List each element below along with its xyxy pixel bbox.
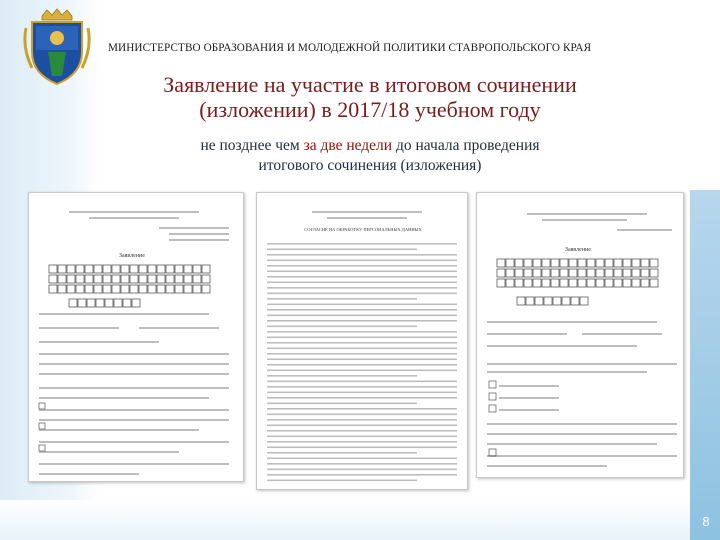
text-line bbox=[267, 403, 417, 405]
form-cell bbox=[562, 297, 570, 305]
form-cell bbox=[67, 265, 75, 273]
form-cell bbox=[569, 279, 577, 287]
doc3-label: Заявление bbox=[565, 247, 591, 253]
text-line bbox=[267, 386, 457, 388]
form-cell bbox=[148, 285, 156, 293]
form-cell bbox=[87, 299, 95, 307]
form-cell bbox=[542, 269, 550, 277]
form-cell bbox=[544, 297, 552, 305]
form-cell bbox=[76, 285, 84, 293]
form-cell bbox=[193, 265, 201, 273]
form-cell bbox=[130, 265, 138, 273]
text-line bbox=[267, 331, 457, 333]
text-line bbox=[267, 408, 457, 410]
form-cell bbox=[587, 279, 595, 287]
bottom-decorative-band bbox=[0, 500, 720, 540]
form-cell bbox=[650, 269, 658, 277]
right-accent-bar bbox=[690, 190, 720, 540]
form-cell bbox=[105, 299, 113, 307]
form-cell bbox=[157, 275, 165, 283]
form-cell bbox=[193, 275, 201, 283]
form-cell bbox=[130, 285, 138, 293]
form-cell bbox=[560, 259, 568, 267]
form-cell bbox=[526, 297, 534, 305]
doc1-label: Заявление bbox=[119, 253, 145, 259]
form-cell bbox=[650, 259, 658, 267]
slide-title-line1: Заявление на участие в итоговом сочинении bbox=[163, 72, 577, 97]
form-cell bbox=[533, 259, 541, 267]
form-cell bbox=[132, 299, 140, 307]
form-cell bbox=[506, 259, 514, 267]
form-cell bbox=[641, 259, 649, 267]
form-cell bbox=[202, 275, 210, 283]
text-line bbox=[267, 326, 417, 328]
text-line bbox=[267, 254, 457, 256]
text-line bbox=[267, 293, 457, 295]
form-cell bbox=[76, 275, 84, 283]
text-line bbox=[267, 271, 457, 273]
text-line bbox=[267, 425, 457, 427]
form-cell bbox=[542, 259, 550, 267]
form-cell bbox=[650, 279, 658, 287]
form-cell bbox=[139, 285, 147, 293]
form-cell bbox=[623, 269, 631, 277]
form-cell bbox=[569, 269, 577, 277]
form-cell bbox=[175, 285, 183, 293]
application-form-sketch bbox=[29, 193, 244, 482]
form-cell bbox=[94, 275, 102, 283]
form-cell bbox=[123, 299, 131, 307]
text-line bbox=[267, 249, 417, 251]
ministry-name: МИНИСТЕРСТВО ОБРАЗОВАНИЯ И МОЛОДЕЖНОЙ ПОЛИТИКИ СТАВРОПОЛЬСКОГО КРАЯ bbox=[108, 42, 592, 54]
form-cell bbox=[103, 285, 111, 293]
form-cell bbox=[103, 265, 111, 273]
text-line bbox=[267, 342, 457, 344]
form-cell bbox=[524, 269, 532, 277]
form-cell bbox=[69, 299, 77, 307]
form-cell bbox=[614, 279, 622, 287]
text-line bbox=[267, 370, 457, 372]
form-cell bbox=[67, 285, 75, 293]
form-cell bbox=[103, 275, 111, 283]
form-cell bbox=[632, 269, 640, 277]
form-cell bbox=[112, 265, 120, 273]
subtitle-line2: итогового сочинения (изложения) bbox=[258, 157, 482, 174]
text-line bbox=[267, 315, 457, 317]
text-line bbox=[267, 265, 457, 267]
text-line bbox=[267, 282, 457, 284]
form-cell bbox=[605, 259, 613, 267]
form-cell bbox=[85, 265, 93, 273]
form-cell bbox=[175, 265, 183, 273]
form-cell bbox=[96, 299, 104, 307]
form-cell bbox=[614, 269, 622, 277]
form-cell bbox=[571, 297, 579, 305]
form-cell bbox=[533, 269, 541, 277]
text-line bbox=[267, 364, 457, 366]
text-line bbox=[267, 430, 457, 432]
doc2-label: СОГЛАСИЕ НА ОБРАБОТКУ ПЕРСОНАЛЬНЫХ ДАННЫХ bbox=[304, 227, 422, 232]
form-cell bbox=[166, 285, 174, 293]
form-cell bbox=[587, 269, 595, 277]
form-cell bbox=[193, 285, 201, 293]
form-cell bbox=[121, 285, 129, 293]
form-cell bbox=[148, 265, 156, 273]
form-cell bbox=[139, 265, 147, 273]
form-cell bbox=[533, 279, 541, 287]
form-cell bbox=[517, 297, 525, 305]
text-line bbox=[267, 375, 417, 377]
text-line bbox=[267, 298, 417, 300]
form-cell bbox=[157, 285, 165, 293]
text-line bbox=[267, 359, 457, 361]
text-line bbox=[267, 419, 457, 421]
text-line bbox=[267, 463, 457, 465]
text-line bbox=[267, 353, 457, 355]
subtitle-line1 bbox=[110, 136, 630, 156]
form-cell bbox=[184, 265, 192, 273]
text-line bbox=[267, 348, 457, 350]
form-cell bbox=[578, 279, 586, 287]
text-line bbox=[267, 304, 457, 306]
form-cell bbox=[67, 275, 75, 283]
form-cell bbox=[202, 265, 210, 273]
form-cell bbox=[596, 279, 604, 287]
page-number: 8 bbox=[702, 514, 710, 529]
form-cell bbox=[578, 259, 586, 267]
form-cell bbox=[580, 297, 588, 305]
text-line bbox=[267, 260, 457, 262]
form-cell bbox=[184, 285, 192, 293]
slide-title-line2: (изложении) в 2017/18 учебном году bbox=[199, 97, 541, 122]
form-cell bbox=[166, 265, 174, 273]
form-cell bbox=[632, 279, 640, 287]
form-cell bbox=[596, 259, 604, 267]
application-form-thumbnail-right bbox=[476, 192, 684, 478]
form-cell bbox=[641, 279, 649, 287]
form-cell bbox=[506, 269, 514, 277]
form-cell bbox=[49, 265, 57, 273]
form-cell bbox=[49, 275, 57, 283]
form-cell bbox=[515, 269, 523, 277]
form-cell bbox=[112, 275, 120, 283]
form-cell bbox=[121, 275, 129, 283]
text-line bbox=[267, 381, 457, 383]
form-cell bbox=[76, 265, 84, 273]
form-cell bbox=[85, 285, 93, 293]
form-cell bbox=[112, 285, 120, 293]
form-cell bbox=[58, 275, 66, 283]
text-line bbox=[267, 447, 457, 449]
form-cell bbox=[184, 275, 192, 283]
form-cell bbox=[641, 269, 649, 277]
text-line bbox=[267, 414, 457, 416]
form-cell bbox=[121, 265, 129, 273]
text-line bbox=[267, 337, 457, 339]
form-cell bbox=[148, 275, 156, 283]
text-line bbox=[267, 474, 457, 476]
text-line bbox=[267, 469, 457, 471]
consent-form-sketch bbox=[257, 193, 468, 490]
form-cell bbox=[130, 275, 138, 283]
form-cell bbox=[49, 285, 57, 293]
form-cell bbox=[114, 299, 122, 307]
form-cell bbox=[560, 269, 568, 277]
subtitle-part1: не позднее чем bbox=[200, 137, 304, 154]
form-cell bbox=[587, 259, 595, 267]
application-form-thumbnail-left bbox=[28, 192, 244, 482]
form-cell bbox=[524, 279, 532, 287]
application-form-sketch-right bbox=[477, 193, 684, 478]
form-cell bbox=[551, 269, 559, 277]
text-line bbox=[267, 243, 457, 245]
form-cell bbox=[542, 279, 550, 287]
form-cell bbox=[515, 259, 523, 267]
form-cell bbox=[85, 275, 93, 283]
form-cell bbox=[58, 265, 66, 273]
form-cell bbox=[515, 279, 523, 287]
subtitle-highlight: за две недели bbox=[303, 137, 393, 154]
form-cell bbox=[551, 279, 559, 287]
form-cell bbox=[175, 275, 183, 283]
form-cell bbox=[578, 269, 586, 277]
text-line bbox=[267, 480, 417, 482]
text-line bbox=[267, 397, 457, 399]
text-line bbox=[267, 452, 417, 454]
form-cell bbox=[535, 297, 543, 305]
text-line bbox=[267, 392, 457, 394]
slide-title bbox=[110, 72, 630, 122]
form-cell bbox=[632, 259, 640, 267]
form-cell bbox=[139, 275, 147, 283]
form-cell bbox=[551, 259, 559, 267]
form-cell bbox=[553, 297, 561, 305]
text-line bbox=[267, 309, 457, 311]
form-cell bbox=[560, 279, 568, 287]
slide-subtitle bbox=[110, 136, 630, 176]
text-line bbox=[267, 441, 457, 443]
form-cell bbox=[605, 279, 613, 287]
text-line bbox=[267, 320, 457, 322]
subtitle-part2: до начала проведения bbox=[392, 137, 540, 154]
form-cell bbox=[623, 279, 631, 287]
text-line bbox=[267, 458, 457, 460]
text-line bbox=[267, 287, 457, 289]
form-cell bbox=[623, 259, 631, 267]
form-cell bbox=[497, 269, 505, 277]
stavropol-coat-of-arms-icon bbox=[22, 8, 92, 86]
form-cell bbox=[506, 279, 514, 287]
form-cell bbox=[94, 285, 102, 293]
form-cell bbox=[202, 285, 210, 293]
form-cell bbox=[605, 269, 613, 277]
form-cell bbox=[569, 259, 577, 267]
form-cell bbox=[596, 269, 604, 277]
form-cell bbox=[166, 275, 174, 283]
form-cell bbox=[614, 259, 622, 267]
form-cell bbox=[497, 279, 505, 287]
form-cell bbox=[94, 265, 102, 273]
form-cell bbox=[157, 265, 165, 273]
consent-form-thumbnail bbox=[256, 192, 468, 490]
text-line bbox=[267, 436, 457, 438]
form-cell bbox=[78, 299, 86, 307]
form-cell bbox=[524, 259, 532, 267]
form-cell bbox=[58, 285, 66, 293]
form-cell bbox=[497, 259, 505, 267]
text-line bbox=[267, 276, 457, 278]
